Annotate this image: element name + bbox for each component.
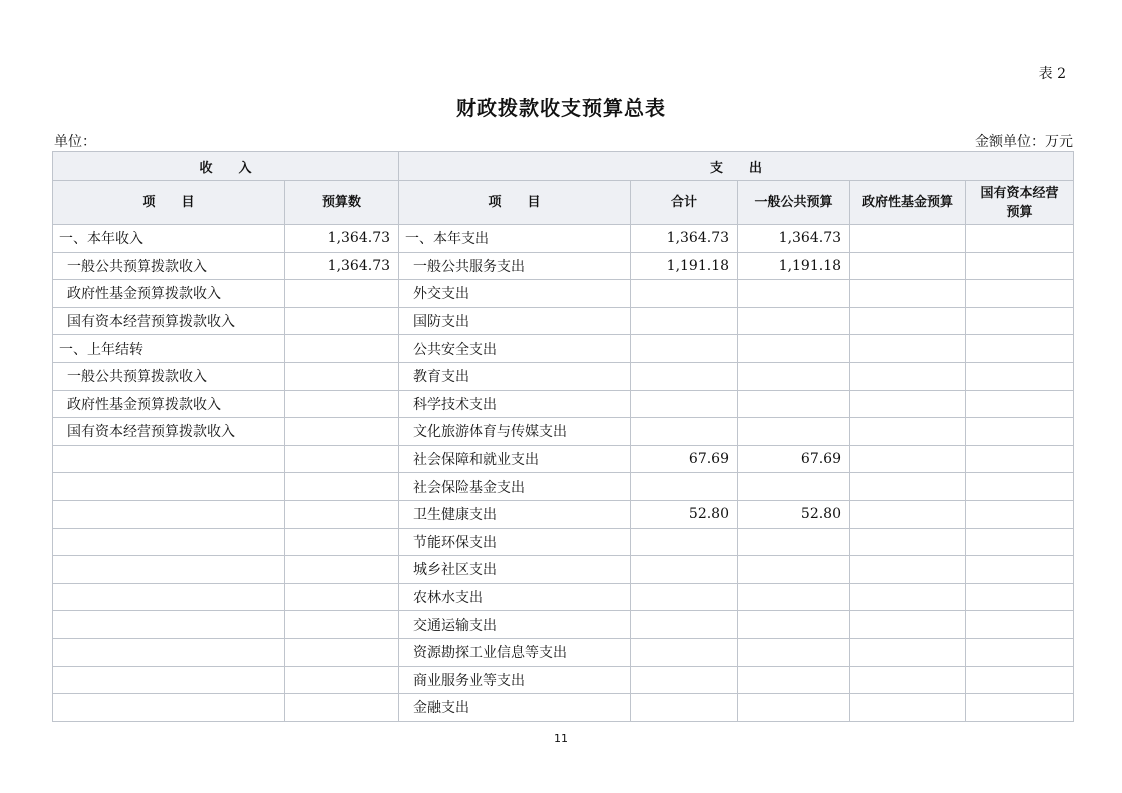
cell-expense-item: 公共安全支出 [399, 335, 631, 363]
cell-gov-fund [850, 225, 966, 253]
cell-income-item [53, 473, 285, 501]
cell-general-public [738, 335, 850, 363]
table-row [53, 307, 1074, 335]
total-header: 合计 [631, 181, 738, 225]
cell-income-item [53, 528, 285, 556]
cell-income-item: 一般公共预算拨款收入 [53, 252, 285, 280]
cell-income-budget [285, 694, 399, 722]
cell-income-budget [285, 556, 399, 584]
cell-general-public [738, 638, 850, 666]
page-title: 财政拨款收支预算总表 [456, 96, 666, 120]
cell-total: 52.80 [631, 500, 738, 528]
cell-total [631, 638, 738, 666]
column-header-row [53, 181, 1074, 225]
cell-income-budget [285, 280, 399, 308]
cell-gov-fund [850, 390, 966, 418]
cell-total [631, 335, 738, 363]
budget-table [52, 151, 1074, 722]
cell-expense-item: 商业服务业等支出 [399, 666, 631, 694]
cell-expense-item: 资源勘探工业信息等支出 [399, 638, 631, 666]
cell-gov-fund [850, 666, 966, 694]
table-row [53, 252, 1074, 280]
cell-gov-fund [850, 445, 966, 473]
cell-total: 1,364.73 [631, 225, 738, 253]
state-capital-header-line1: 国有资本经营 [980, 185, 1059, 201]
cell-general-public [738, 307, 850, 335]
table-row [53, 694, 1074, 722]
cell-total [631, 694, 738, 722]
cell-general-public [738, 611, 850, 639]
cell-income-budget [285, 362, 399, 390]
cell-expense-item: 国防支出 [399, 307, 631, 335]
cell-expense-item: 卫生健康支出 [399, 500, 631, 528]
table-row [53, 335, 1074, 363]
cell-gov-fund [850, 252, 966, 280]
cell-general-public: 1,364.73 [738, 225, 850, 253]
cell-state-capital [966, 556, 1074, 584]
cell-general-public: 52.80 [738, 500, 850, 528]
cell-total [631, 390, 738, 418]
cell-total: 67.69 [631, 445, 738, 473]
cell-income-item [53, 556, 285, 584]
cell-general-public [738, 528, 850, 556]
cell-expense-item: 一、本年支出 [399, 225, 631, 253]
cell-income-item [53, 694, 285, 722]
cell-general-public [738, 418, 850, 446]
cell-income-budget [285, 473, 399, 501]
cell-total [631, 611, 738, 639]
cell-income-budget [285, 390, 399, 418]
table-row [53, 280, 1074, 308]
table-row [53, 500, 1074, 528]
table-row [53, 666, 1074, 694]
table-row [53, 445, 1074, 473]
cell-expense-item: 一般公共服务支出 [399, 252, 631, 280]
cell-gov-fund [850, 418, 966, 446]
cell-general-public: 67.69 [738, 445, 850, 473]
cell-income-budget [285, 418, 399, 446]
cell-general-public [738, 362, 850, 390]
income-group-header: 收 入 [53, 152, 399, 181]
cell-income-budget [285, 445, 399, 473]
cell-general-public [738, 583, 850, 611]
cell-income-item: 一般公共预算拨款收入 [53, 362, 285, 390]
state-capital-header-line2: 预算 [1006, 204, 1033, 220]
cell-total [631, 362, 738, 390]
cell-gov-fund [850, 335, 966, 363]
table-row [53, 556, 1074, 584]
cell-state-capital [966, 362, 1074, 390]
cell-income-item: 国有资本经营预算拨款收入 [53, 307, 285, 335]
cell-total [631, 418, 738, 446]
table-row [53, 225, 1074, 253]
table-row [53, 528, 1074, 556]
cell-income-item [53, 500, 285, 528]
cell-income-item [53, 666, 285, 694]
amount-unit-label: 金额单位：万元 [975, 134, 1073, 150]
expense-item-header: 项 目 [399, 181, 631, 225]
group-header-row [53, 152, 1074, 181]
cell-state-capital [966, 280, 1074, 308]
cell-gov-fund [850, 583, 966, 611]
table-row [53, 583, 1074, 611]
cell-state-capital [966, 666, 1074, 694]
cell-state-capital [966, 611, 1074, 639]
cell-state-capital [966, 528, 1074, 556]
cell-total [631, 666, 738, 694]
cell-income-budget: 1,364.73 [285, 225, 399, 253]
unit-label: 单位： [54, 134, 96, 150]
cell-gov-fund [850, 556, 966, 584]
cell-gov-fund [850, 638, 966, 666]
cell-state-capital [966, 473, 1074, 501]
cell-expense-item: 科学技术支出 [399, 390, 631, 418]
cell-state-capital [966, 445, 1074, 473]
page-number: 11 [554, 732, 568, 745]
cell-state-capital [966, 638, 1074, 666]
cell-gov-fund [850, 362, 966, 390]
cell-income-budget [285, 611, 399, 639]
cell-expense-item: 社会保险基金支出 [399, 473, 631, 501]
cell-gov-fund [850, 280, 966, 308]
cell-income-budget [285, 666, 399, 694]
cell-income-item: 政府性基金预算拨款收入 [53, 280, 285, 308]
cell-income-item [53, 611, 285, 639]
cell-general-public [738, 666, 850, 694]
cell-total: 1,191.18 [631, 252, 738, 280]
cell-state-capital [966, 583, 1074, 611]
cell-expense-item: 外交支出 [399, 280, 631, 308]
cell-total [631, 280, 738, 308]
cell-expense-item: 金融支出 [399, 694, 631, 722]
cell-expense-item: 节能环保支出 [399, 528, 631, 556]
table-row [53, 362, 1074, 390]
cell-income-item [53, 445, 285, 473]
cell-general-public: 1,191.18 [738, 252, 850, 280]
cell-income-budget: 1,364.73 [285, 252, 399, 280]
cell-income-item [53, 583, 285, 611]
cell-income-budget [285, 307, 399, 335]
state-capital-header [966, 181, 1074, 225]
table-row [53, 418, 1074, 446]
cell-expense-item: 交通运输支出 [399, 611, 631, 639]
cell-total [631, 583, 738, 611]
cell-state-capital [966, 500, 1074, 528]
cell-gov-fund [850, 307, 966, 335]
cell-income-item: 一、上年结转 [53, 335, 285, 363]
table-number: 表 2 [1038, 66, 1066, 82]
cell-income-item: 一、本年收入 [53, 225, 285, 253]
table-row [53, 611, 1074, 639]
cell-income-budget [285, 500, 399, 528]
cell-total [631, 473, 738, 501]
expense-group-header: 支 出 [399, 152, 1074, 181]
cell-total [631, 528, 738, 556]
table-row [53, 390, 1074, 418]
cell-general-public [738, 556, 850, 584]
cell-general-public [738, 280, 850, 308]
cell-expense-item: 文化旅游体育与传媒支出 [399, 418, 631, 446]
cell-general-public [738, 390, 850, 418]
cell-general-public [738, 694, 850, 722]
cell-expense-item: 城乡社区支出 [399, 556, 631, 584]
cell-income-item [53, 638, 285, 666]
cell-gov-fund [850, 694, 966, 722]
cell-income-item: 政府性基金预算拨款收入 [53, 390, 285, 418]
cell-expense-item: 社会保障和就业支出 [399, 445, 631, 473]
cell-income-budget [285, 528, 399, 556]
cell-gov-fund [850, 500, 966, 528]
cell-state-capital [966, 335, 1074, 363]
cell-state-capital [966, 307, 1074, 335]
cell-income-budget [285, 335, 399, 363]
cell-state-capital [966, 252, 1074, 280]
cell-state-capital [966, 418, 1074, 446]
table-body [53, 225, 1074, 722]
cell-gov-fund [850, 528, 966, 556]
cell-general-public [738, 473, 850, 501]
income-item-header: 项 目 [53, 181, 285, 225]
cell-gov-fund [850, 473, 966, 501]
table-row [53, 638, 1074, 666]
cell-income-budget [285, 583, 399, 611]
cell-state-capital [966, 225, 1074, 253]
cell-income-budget [285, 638, 399, 666]
cell-income-item: 国有资本经营预算拨款收入 [53, 418, 285, 446]
cell-total [631, 307, 738, 335]
cell-state-capital [966, 694, 1074, 722]
gov-fund-header: 政府性基金预算 [850, 181, 966, 225]
cell-expense-item: 农林水支出 [399, 583, 631, 611]
cell-state-capital [966, 390, 1074, 418]
cell-total [631, 556, 738, 584]
table-row [53, 473, 1074, 501]
cell-gov-fund [850, 611, 966, 639]
cell-expense-item: 教育支出 [399, 362, 631, 390]
general-public-header: 一般公共预算 [738, 181, 850, 225]
income-budget-header: 预算数 [285, 181, 399, 225]
